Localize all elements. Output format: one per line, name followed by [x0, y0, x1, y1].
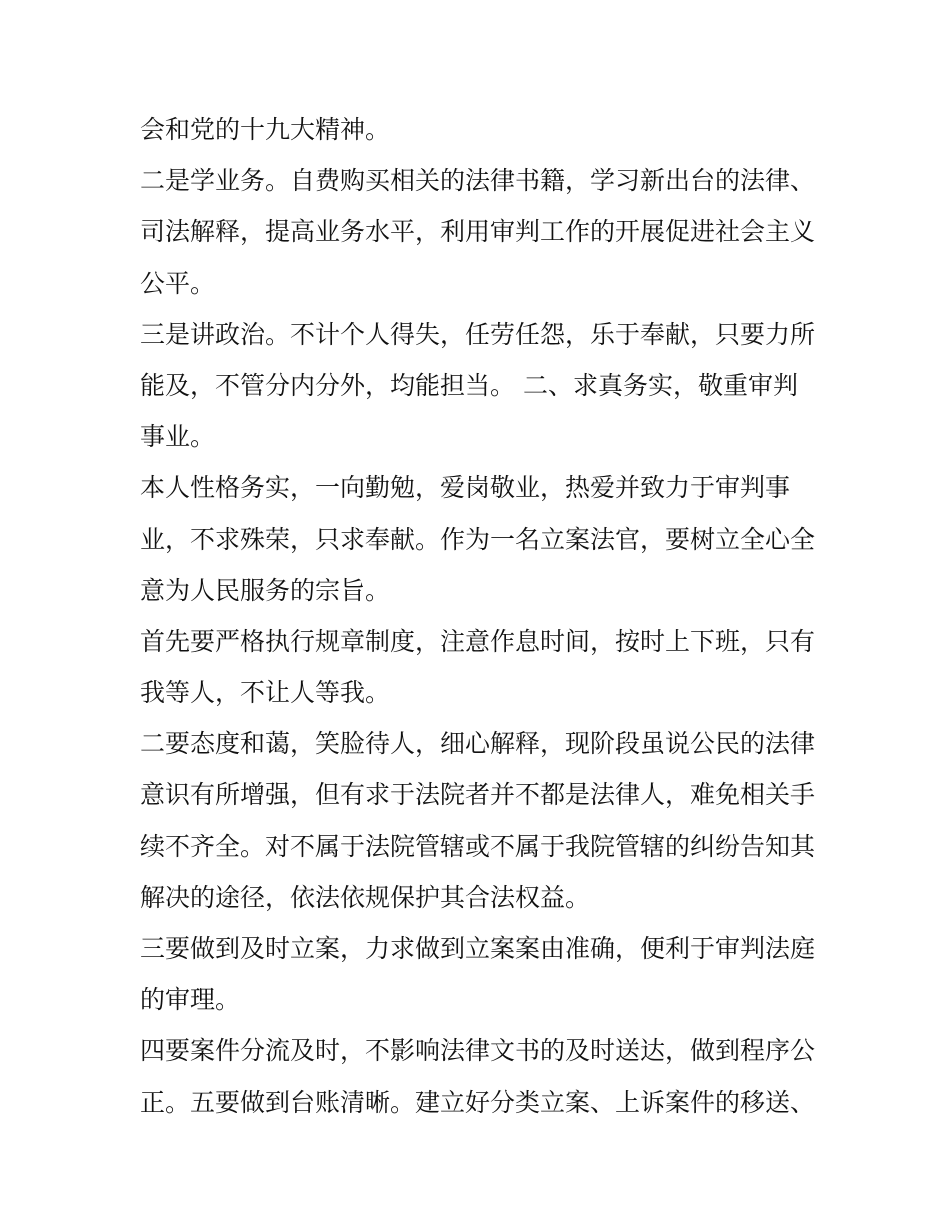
text-line: 的审理。	[140, 985, 241, 1015]
text-line: 司法解释，提高业务水平，利用审判工作的开展促进社会主义	[140, 217, 816, 247]
text-line: 三是讲政治。不计个人得失，任劳任怨，乐于奉献，只要力所	[140, 319, 816, 349]
text-line: 能及，不管分内分外，均能担当。 二、求真务实，敬重审判	[140, 370, 798, 400]
text-line: 我等人，不让人等我。	[140, 678, 391, 708]
text-line: 二是学业务。自费购买相关的法律书籍，学习新出台的法律、	[140, 166, 816, 196]
text-line: 解决的途径，依法依规保护其合法权益。	[140, 882, 591, 912]
text-line: 会和党的十九大精神。	[140, 115, 391, 144]
text-line: 事业。	[140, 422, 216, 452]
text-line: 意识有所增强，但有求于法院者并不都是法律人，难免相关手	[140, 780, 816, 810]
text-line: 四要案件分流及时，不影响法律文书的及时送达，做到程序公	[140, 1036, 816, 1066]
document-body	[140, 104, 820, 1128]
text-line: 意为人民服务的宗旨。	[140, 575, 391, 605]
text-line: 正。五要做到台账清晰。建立好分类立案、上诉案件的移送、	[140, 1087, 816, 1117]
text-line: 二要态度和蔼，笑脸待人，细心解释，现阶段虽说公民的法律	[140, 729, 816, 759]
text-line: 三要做到及时立案，力求做到立案案由准确，便利于审判法庭	[140, 934, 816, 963]
text-line: 本人性格务实，一向勤勉，爱岗敬业，热爱并致力于审判事	[140, 473, 791, 503]
text-line: 公平。	[140, 268, 216, 298]
text-line: 业，不求殊荣，只求奉献。作为一名立案法官，要树立全心全	[140, 524, 816, 554]
text-line: 首先要严格执行规章制度，注意作息时间，按时上下班，只有	[140, 626, 816, 656]
text-line: 续不齐全。对不属于法院管辖或不属于我院管辖的纠纷告知其	[140, 831, 816, 861]
